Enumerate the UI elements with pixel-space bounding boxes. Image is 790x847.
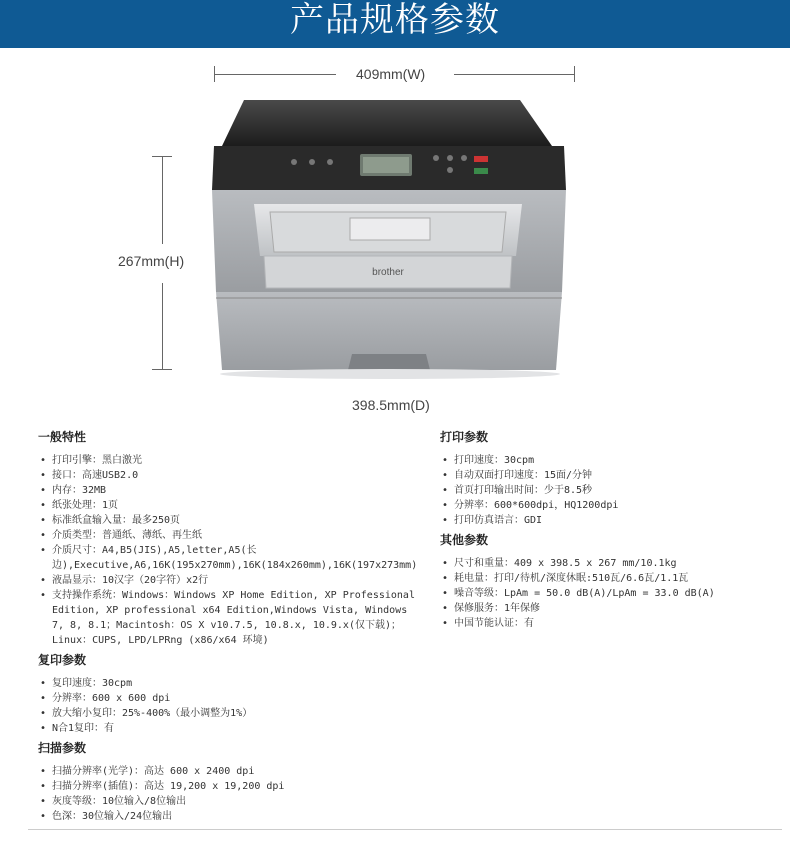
section-title: 扫描参数 — [38, 741, 87, 755]
section-copy — [38, 651, 422, 736]
list-item: • 扫描分辨率(插值)：高达 19,200 x 19,200 dpi — [38, 779, 422, 794]
list-item: • 支持操作系统：Windows：Windows XP Home Edition, XP Professional Edition, XP professional x64 Edition,Windows Vista, Windows 7, 8, 8.1；Macintosh：OS X v10.7.5, 10.8.x, 10.9.x(仅下载)；Linux：CUPS, LPD/LPRng (x86/x64 环境) — [38, 588, 422, 648]
section-title: 复印参数 — [38, 653, 87, 667]
list-item: • 接口：高速USB2.0 — [38, 468, 422, 483]
section-general — [38, 428, 422, 648]
general-spec-list — [38, 453, 422, 648]
other-spec-list — [440, 556, 770, 631]
list-item: • 扫描分辨率(光学)：高达 600 x 2400 dpi — [38, 764, 422, 779]
list-item: • 打印速度：30cpm — [440, 453, 770, 468]
list-item: • 噪音等级：LpAm = 50.0 dB(A)/LpAm = 33.0 dB(A) — [440, 586, 770, 601]
list-item: • 首页打印输出时间：少于8.5秒 — [440, 483, 770, 498]
height-tick-bottom — [152, 369, 172, 370]
list-item: • 耗电量：打印/待机/深度休眠:510瓦/6.6瓦/1.1瓦 — [440, 571, 770, 586]
section-scan — [38, 739, 422, 824]
height-label: 267mm(H) — [118, 253, 185, 269]
list-item: • 放大缩小复印：25%-400%（最小调整为1%） — [38, 706, 422, 721]
list-item: • 中国节能认证：有 — [440, 616, 770, 631]
width-line-left — [214, 74, 336, 75]
list-item: • 打印引擎：黑白激光 — [38, 453, 422, 468]
bottom-divider — [28, 829, 782, 830]
list-item: • 内存：32MB — [38, 483, 422, 498]
list-item: • 复印速度：30cpm — [38, 676, 422, 691]
width-label: 409mm(W) — [356, 66, 426, 82]
page-title: 产品规格参数 — [290, 0, 500, 40]
width-tick-right — [574, 66, 575, 82]
list-item: • 纸张处理：1页 — [38, 498, 422, 513]
copy-spec-list — [38, 676, 422, 736]
list-item: • 打印仿真语言：GDI — [440, 513, 770, 528]
list-item: • 色深：30位输入/24位输出 — [38, 809, 422, 824]
list-item: • N合1复印：有 — [38, 721, 422, 736]
height-line-bottom — [162, 283, 163, 369]
list-item: • 介质尺寸：A4,B5(JIS),A5,letter,A5(长边),Executive,A6,16K(195x270mm),16K(184x260mm),16K(197x273mm) — [38, 543, 422, 573]
list-item: • 自动双面打印速度：15面/分钟 — [440, 468, 770, 483]
section-title: 其他参数 — [440, 533, 489, 547]
section-print — [440, 428, 770, 528]
brand-label: brother — [372, 267, 404, 278]
list-item: • 保修服务：1年保修 — [440, 601, 770, 616]
section-other — [440, 531, 770, 631]
list-item: • 液晶显示：10汉字（20字符）x2行 — [38, 573, 422, 588]
section-title: 一般特性 — [38, 430, 87, 444]
depth-label: 398.5mm(D) — [352, 397, 430, 413]
list-item: • 分辨率：600 x 600 dpi — [38, 691, 422, 706]
width-line-right — [454, 74, 574, 75]
section-title: 打印参数 — [440, 430, 489, 444]
header-banner — [0, 0, 790, 48]
list-item: • 分辨率：600*600dpi，HQ1200dpi — [440, 498, 770, 513]
print-spec-list — [440, 453, 770, 528]
height-line-top — [162, 156, 163, 244]
laser-printer-icon — [200, 92, 580, 382]
list-item: • 灰度等级：10位输入/8位输出 — [38, 794, 422, 809]
list-item: • 介质类型：普通纸、薄纸、再生纸 — [38, 528, 422, 543]
list-item: • 尺寸和重量：409 x 398.5 x 267 mm/10.1kg — [440, 556, 770, 571]
list-item: • 标准纸盒输入量：最多250页 — [38, 513, 422, 528]
scan-spec-list — [38, 764, 422, 824]
